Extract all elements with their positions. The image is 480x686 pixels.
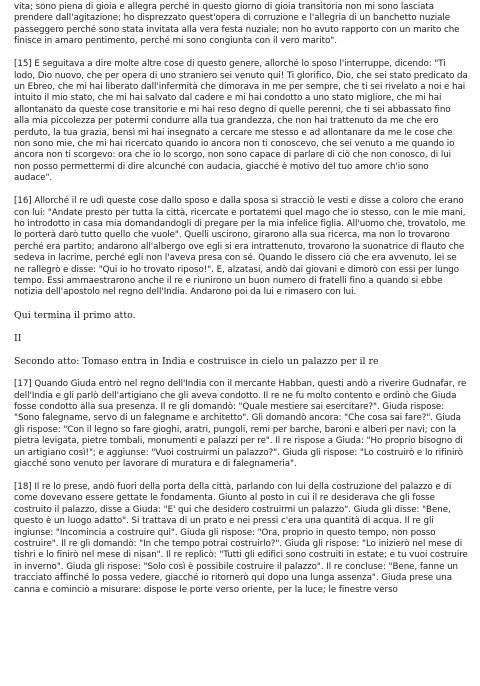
paragraph-letter-ending: vita; sono piena di gioia e allegra perché in questo giorno di gioia transitoria non mi sono lasciata prendere dall'agitazione; ho disprezzato quest'opera di corruzione e l'allegria di un banchetto nuziale passeggero perché sono stata invitata alla vera festa nuziale; non ho avuto rapporto con un marito che finisce in amaro pentimento, perché mi sono congiunta con il vero marito". — [14, 2, 460, 47]
second-act-title: Secondo atto: Tomaso entra in India e costruisce in cielo un palazzo per il re — [14, 356, 379, 368]
paragraph-16: [16] Allorché il re udì queste cose dallo sposo e dalla sposa si stracciò le vesti e disse a coloro che erano con lui: "Andate presto per tutta la città, ricercate e portatemi quel mago che io stesso, con le mie mani, ho introdotto in casa mia domandandogli di pregare per la mia infelice figlia. All'uomo che, trovatolo, me lo porterà darò tutto quello che vuole". Quelli uscirono, girarono alla sua ricerca, ma non lo trovarono perché era partito; andarono all'albergo ove egli si era intrattenuto, trovarono la suonatrice di flauto che sedeva in lacrime, perché egli non l'aveva presa con sé. Quando le dissero ciò che era avvenuto, lei se ne rallegrò e disse: "Qui io ho trovato riposo!". E, alzatasi, andò dai giovani e dimorò con essi per lungo tempo. Essi ammaestrarono anche il re e riunirono un buon numero di fratelli fino a quando si ebbe notizia dell'apostolo nel regno dell'India. Andarono poi da lui e rimasero con lui. — [14, 196, 466, 298]
paragraph-15: [15] E seguitava a dire molte altre cose di questo genere, allorché lo sposo l'interruppe, dicendo: "Ti lodo, Dio nuovo, che per opera di uno straniero sei venuto qui! Ti glorifico, Dio, che sei stato predicato da un Ebreo, che mi hai liberato dall'infermità che dimorava in me per sempre, che ti sei rivelato a noi e hai intuito il mio stato, che mi hai salvato dal cadere e mi hai condotto a uno stato migliore, che mi hai allontanato da queste cose transitorie e mi hai reso degno di quelle perenni, che ti sei abbassato fino alla mia piccolezza per potermi condurre alla tua grandezza, che non hai trattenuto da me che ero perduto, la tua grazia, bensì mi hai insegnato a cercare me stesso e ad allontanare da me le cose che non sono mie, che mi hai ricercato quando io ancora non ti conoscevo, che sei venuto a me quando io ancora non ti scorgevo: ora che io lo scorgo, non sono capace di parlare di ciò che non conosco, di lui non posso permettermi di dire alcunché con audacia, giacché è motivo del tuo amore ch'io sono audace". — [14, 59, 468, 184]
section-numeral: II — [14, 333, 22, 345]
paragraph-18: [18] Il re lo prese, andò fuori della porta della città, parlando con lui della costruzione del palazzo e di come dovevano essere gettate le fondamenta. Giunto al posto in cui il re desiderava che gli fosse costruito il palazzo, disse a Giuda: "E' qui che desidero costruirmi un palazzo". Giuda gli disse: "Bene, questo è un luogo adatto". Si trattava di un prato e nei pressi c'era una quantità di acqua. Il re gli ingiunse: "Incomincia a costruire qui". Giuda gli rispose: "Ora, proprio in questo tempo, non posso costruire". Il re gli domandò: "In che tempo potrai costruirlo?". Giuda gli rispose: "Lo inizierò nel mese di tishri e lo finirò nel mese di nisan". Il re replicò: "Tutti gli edifici sono costruiti in estate; e tu vuoi costruire in inverno". Giuda gli rispose: "Solo così è possibile costruire il palazzo". Il re concluse: "Bene, fanne un tracciato affinché lo possa vedere, giacché io ritornerò qui dopo una lunga assenza". Giuda prese una canna e cominciò a misurare: dispose le porte verso oriente, per la luce; le finestre verso — [14, 482, 468, 595]
paragraph-17: [17] Quando Giuda entrò nel regno dell'India con il mercante Habban, questi andò a riverire Gudnafar, re dell'India e gli parlò dell'artigiano che gli aveva condotto. Il re ne fu molto contento e ordinò che Giuda fosse condotto alla sua presenza. Il re gli domandò: "Quale mestiere sai esercitare?". Giuda rispose: "Sono falegname, servo di un falegname e architetto". Gli domandò ancora: "Che cosa sai fare?". Giuda gli rispose: "Con il legno so fare gioghi, aratri, pungoli, remi per barche, baroni e alberi per navi; con la pietra levigata, pietre tombali, monumenti e palazzi per re". Il re rispose a Giuda: "Ho proprio bisogno di un artigiano così!"; e aggiunse: "Vuoi costruirmi un palazzo?". Giuda gli rispose: "Lo costruirò e lo rifinirò giacché sono venuto per lavorare di muratura e di falegnameria". — [14, 379, 467, 470]
end-of-first-act: Qui termina il primo atto. — [14, 310, 136, 322]
